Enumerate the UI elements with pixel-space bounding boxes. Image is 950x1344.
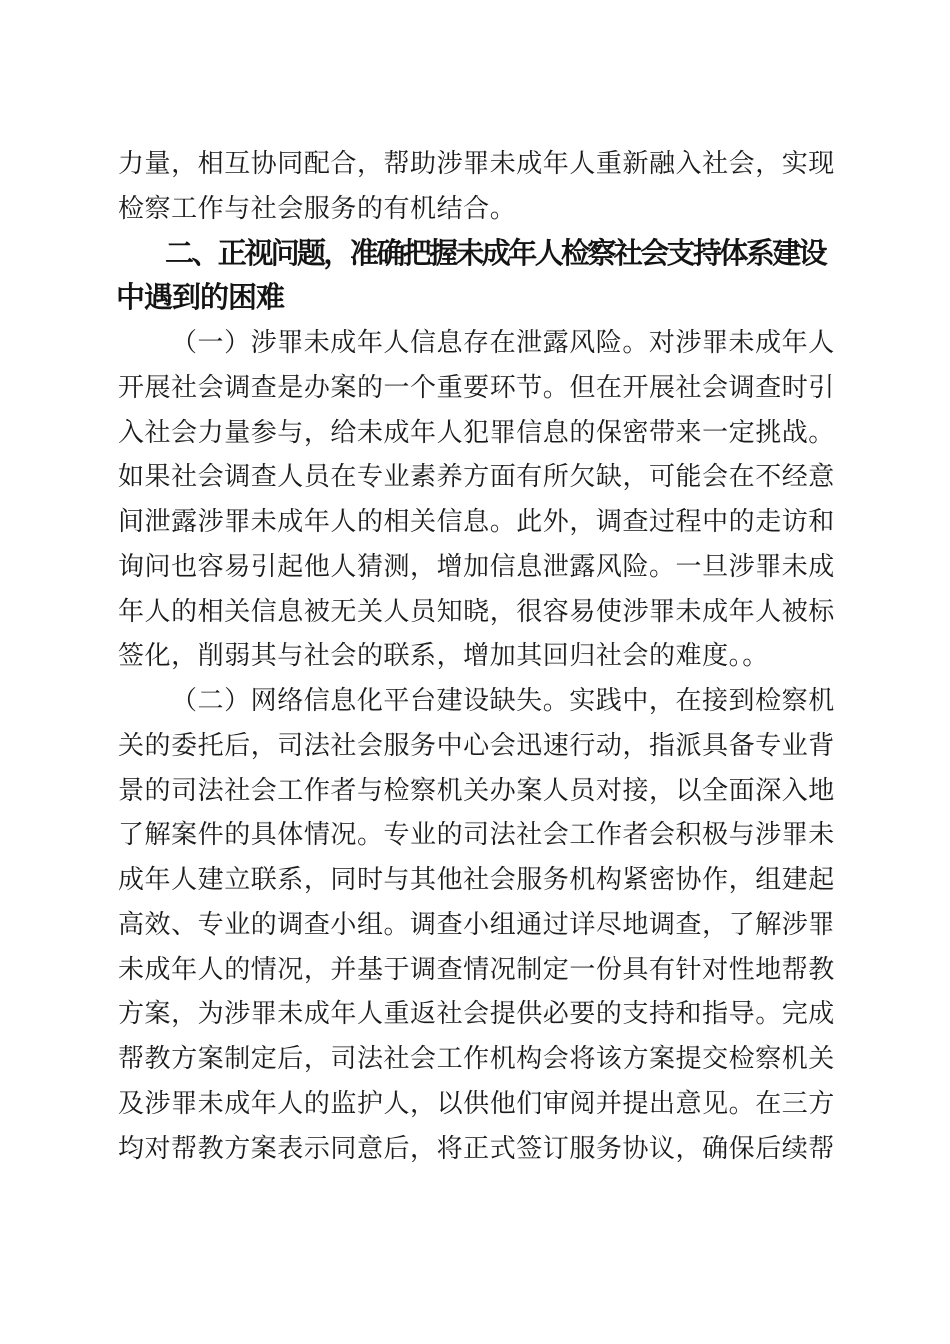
body-line: 成年人建立联系，同时与其他社会服务机构紧密协作，组建起 [118,865,835,894]
body-line: 均对帮教方案表示同意后，将正式签订服务协议，确保后续帮 [118,1133,835,1163]
body-line: 方案，为涉罪未成年人重返社会提供必要的支持和指导。完成 [118,999,835,1029]
body-line: 如果社会调查人员在专业素养方面有所欠缺，可能会在不经意 [118,462,835,492]
body-line: 高效、专业的调查小组。调查小组通过详尽地调查，了解涉罪 [118,909,835,939]
body-line: 入社会力量参与，给未成年人犯罪信息的保密带来一定挑战。 [118,417,835,447]
body-line: 间泄露涉罪未成年人的相关信息。此外，调查过程中的走访和 [118,507,835,536]
body-line: 检察工作与社会服务的有机结合。 [118,193,517,223]
body-line: 了解案件的具体情况。专业的司法社会工作者会积极与涉罪未 [118,820,835,850]
subsection-1-lead-line: （一）涉罪未成年人信息存在泄露风险。对涉罪未成年人 [171,328,835,357]
section-heading-line-2: 中遇到的困难 [116,282,285,315]
body-line: 帮教方案制定后，司法社会工作机构会将该方案提交检察机关 [118,1044,835,1073]
body-line: 开展社会调查是办案的一个重要环节。但在开展社会调查时引 [118,372,835,402]
body-line: 关的委托后，司法社会服务中心会迅速行动，指派具备专业背 [118,730,835,760]
body-line: 景的司法社会工作者与检察机关办案人员对接，以全面深入地 [118,775,835,805]
body-line: 年人的相关信息被无关人员知晓，很容易使涉罪未成年人被标 [118,596,835,626]
body-line: 及涉罪未成年人的监护人，以供他们审阅并提出意见。在三方 [118,1088,835,1118]
body-line: 询问也容易引起他人猜测，增加信息泄露风险。一旦涉罪未成 [118,551,835,581]
body-line: 力量，相互协同配合，帮助涉罪未成年人重新融入社会，实现 [118,149,835,178]
text-content [118,142,838,1171]
body-line: 未成年人的情况，并基于调查情况制定一份具有针对性地帮教 [118,954,835,984]
subsection-2-lead-line: （二）网络信息化平台建设缺失。实践中，在接到检察机 [171,686,835,715]
body-line: 签化，削弱其与社会的联系，增加其回归社会的难度。。 [118,641,769,671]
section-heading-line-1: 二、正视问题，准确把握未成年人检察社会支持体系建设 [165,237,826,270]
